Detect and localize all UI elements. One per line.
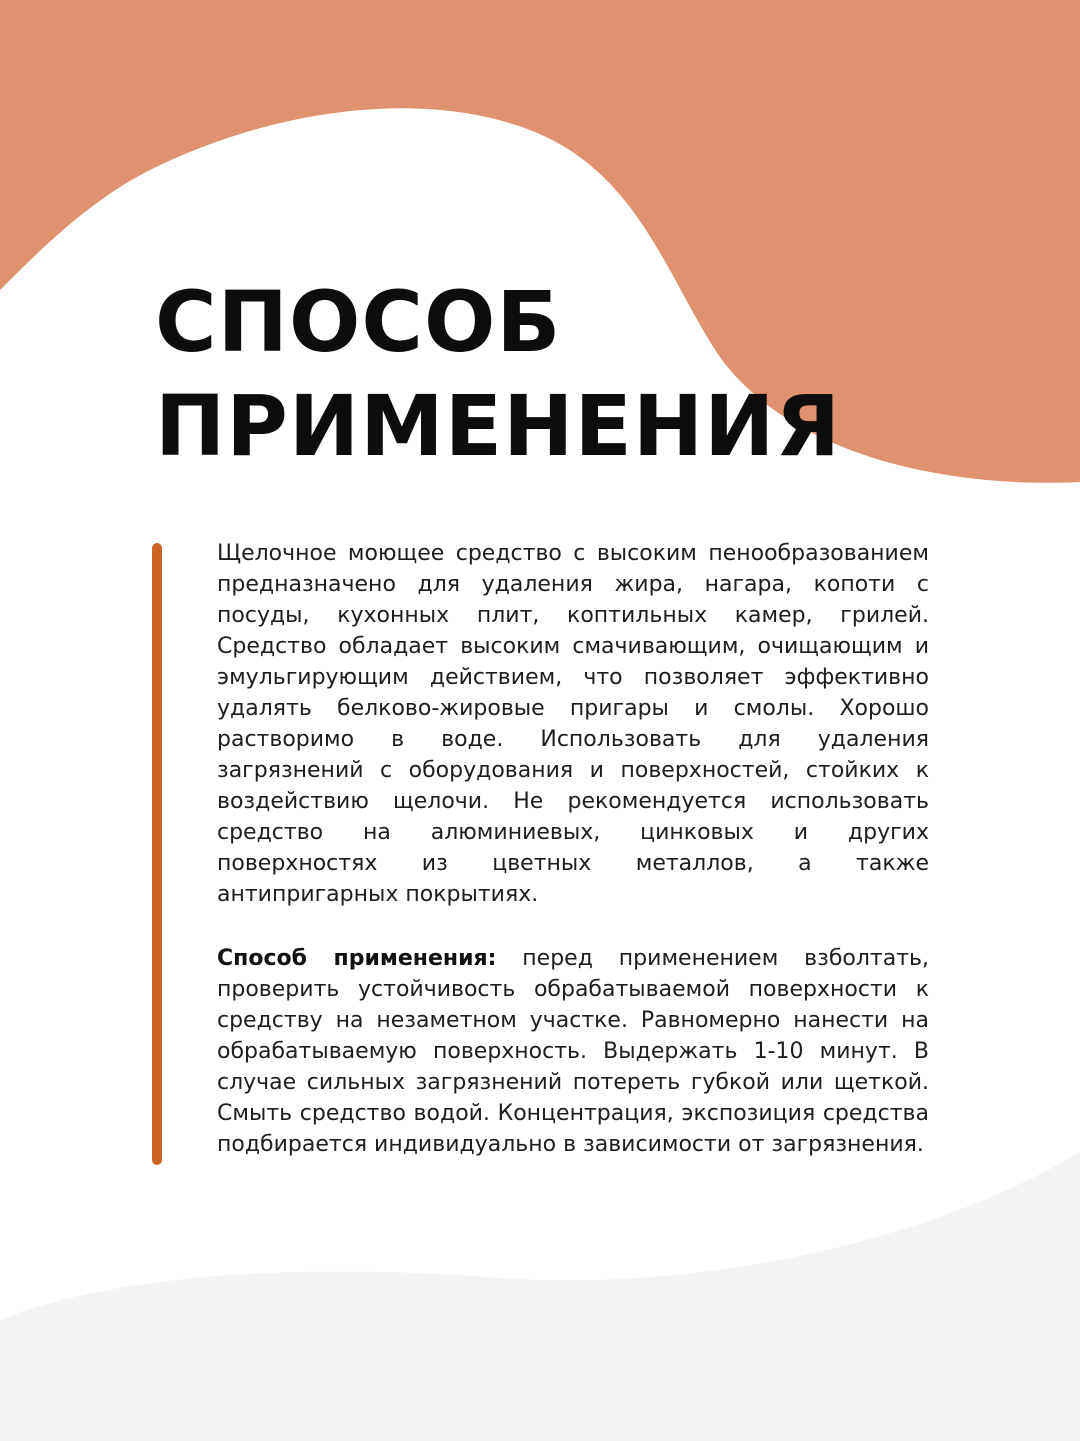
accent-bar [152,543,162,1165]
page-title [155,270,841,478]
content-text [217,538,929,1160]
title-line-2: ПРИМЕНЕНИЯ [155,377,842,475]
title-line-1: СПОСОБ [155,273,562,371]
description-paragraph: Щелочное моющее средство с высоким пенообразованием предназначено для удаления жира, нагара, копоти с посуды, кухонных плит, коптильных камер, грилей. Средство обладает высоким смачивающим, очищающим и эмульгирующим действием, что позволяет эффективно удалять белково-жировые пригары и смолы. Хорошо растворимо в воде. Использовать для удаления загрязнений с оборудования и поверхностей, стойких к воздействию щелочи. Не рекомендуется использовать средство на алюминиевых, цинковых и других поверхностях из цветных металлов, а также антипригарных покрытиях. [217,541,929,907]
usage-text: перед применением взболтать, проверить устойчивость обрабатываемой поверхности к средству на незаметном участке. Равномерно нанести на обрабатываемую поверхность. Выдержать 1-10 минут. В случае сильных загрязнений потереть губкой или щеткой. Смыть средство водой. Концентрация, экспозиция средства подбирается индивидуально в зависимости от загрязнения. [217,946,929,1157]
usage-label: Способ применения: [217,946,497,971]
usage-paragraph [217,943,929,1160]
